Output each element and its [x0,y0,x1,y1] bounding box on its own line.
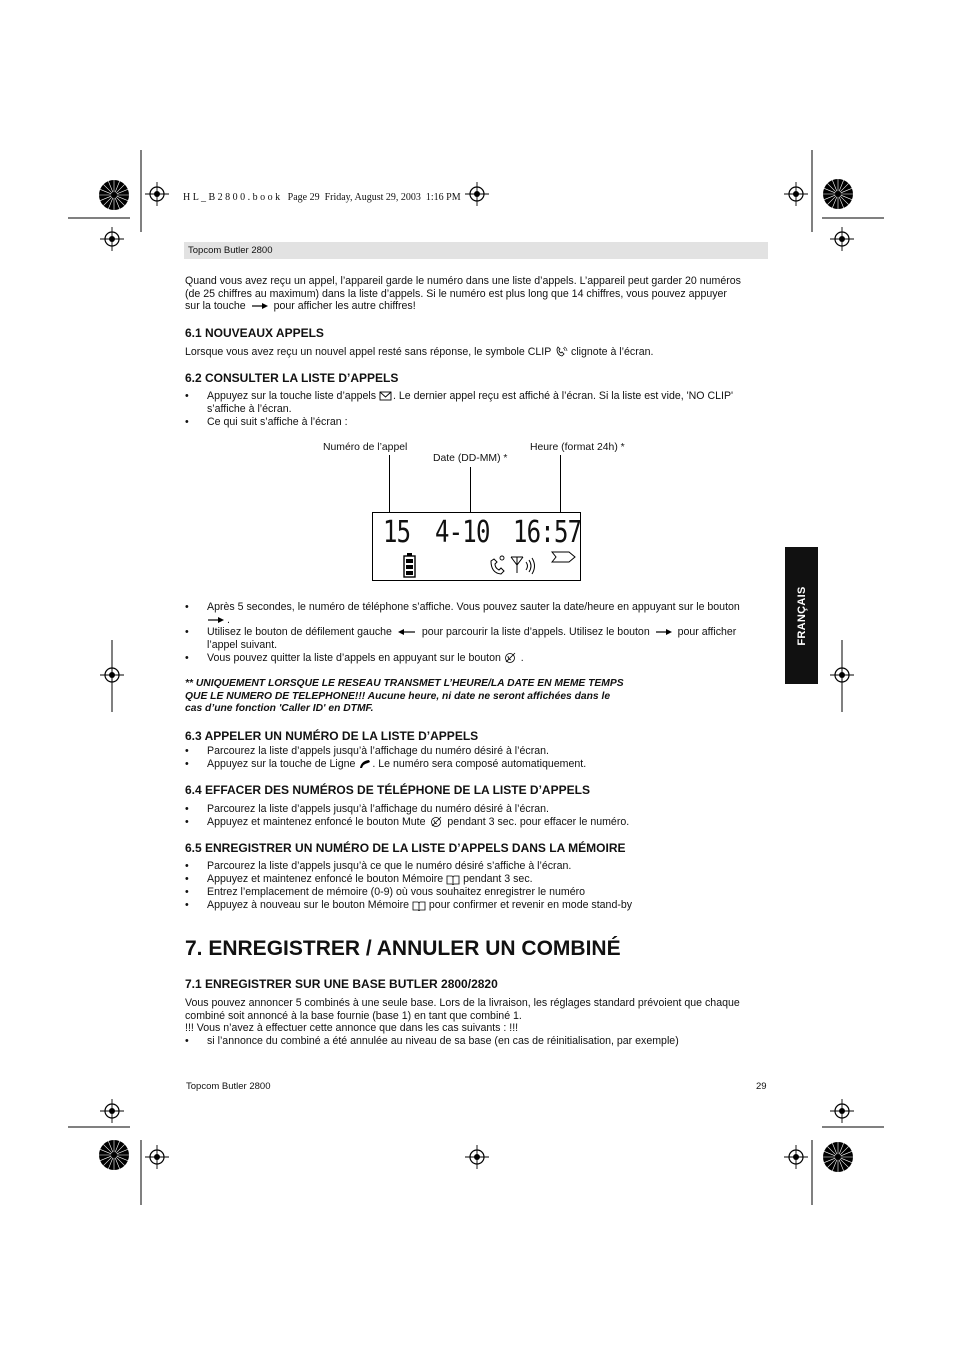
lcd-call-number: 15 [383,515,411,550]
list-item: • Utilisez le bouton de défilement gauche pour parcourir la liste d’appels. Utilisez le bouton pour afficher l’appel suivant. [185,626,737,651]
phone-handset-icon [358,758,372,770]
language-tab [785,547,818,684]
text: pendant 3 sec. [463,873,533,885]
text: Vous pouvez annoncer 5 combinés à une seule base. Lors de la livraison, les réglages standard prévoient que chaque [185,997,740,1009]
language-tab-label: FRANÇAIS [795,585,808,646]
memory-book-icon [446,874,460,885]
battery-icon [403,553,417,578]
note-line: QUE LE NUMERO DE TELEPHONE!!! Aucune heure, ni date ne seront affichées dans le [185,690,611,702]
text: Parcourez la liste d’appels jusqu’à ce que le numéro désiré s’affiche à l’écran. [207,860,572,872]
text: combiné soit annoncé à la base fournie (base 1) en tant que combiné 1. [185,1009,522,1022]
text: s’affiche à l’écran. [207,402,292,415]
text: Appuyez et maintenez enfoncé le bouton Mémoire [207,873,444,885]
lcd-date: 4-10 [435,515,490,550]
leader-line-date [470,467,471,513]
text: pendant 3 sec. pour effacer le numéro. [447,816,630,828]
note-line: ** UNIQUEMENT LORSQUE LE RESEAU TRANSMET L’HEURE/LA DATE EN MEME TEMPS [185,678,624,689]
list-item: • Entrez l’emplacement de mémoire (0-9) où vous souhaitez enregistrer le numéro [185,886,770,899]
text: Après 5 secondes, le numéro de téléphone s’affiche. Vous pouvez sauter la date/heure en appuyant sur le bouton [207,601,740,613]
lcd-display [372,512,581,581]
intro-paragraph [185,275,775,313]
section-6-5-title: 6.5 ENREGISTRER UN NUMÉRO DE LA LISTE D’APPELS DANS LA MÉMOIRE [185,841,626,855]
leader-line-number [389,455,390,513]
text: Appuyez sur la touche liste d’appels [207,390,377,402]
text: Entrez l’emplacement de mémoire (0-9) où vous souhaitez enregistrer le numéro [207,886,586,898]
text: Appuyez et maintenez enfoncé le bouton Mute [207,816,426,828]
list-item: • Parcourez la liste d’appels jusqu’à l’affichage du numéro désiré à l’écran. [185,745,770,758]
text: Appuyez à nouveau sur le bouton Mémoire [207,899,409,911]
note-line: cas d’une fonction 'Caller ID' en DTMF. [185,703,374,715]
leader-line-time [560,455,561,513]
list-item: • Appuyez sur la touche de Ligne . Le numéro sera composé automatiquement. [185,758,587,770]
text: . [520,652,524,664]
text: Appuyez sur la touche de Ligne [207,758,356,770]
mute-icon [504,652,518,664]
text: Utilisez le bouton de défilement gauche [207,626,392,638]
right-arrow-icon [207,616,227,624]
list-item: • Appuyez et maintenez enfoncé le bouton Mémoire pendant 3 sec. [185,873,533,885]
label-call-number: Numéro de l’appel [323,442,408,453]
text: . Le numéro sera composé automatiquement. [372,758,587,770]
section-6-4-title: 6.4 EFFACER DES NUMÉROS DE TÉLÉPHONE DE LA LISTE D’APPELS [185,783,590,797]
list-item: • Ce qui suit s’affiche à l’écran : [185,416,770,429]
section-6-1-text [185,346,653,359]
list-item: • Parcourez la liste d’appels jusqu’à l’affichage du numéro désiré à l’écran. [185,803,770,816]
page-number: 29 [756,1081,767,1092]
lcd-time: 16:57 [513,515,582,550]
footer-label: Topcom Butler 2800 [186,1081,271,1092]
envelope-icon [379,391,393,401]
label-time: Heure (format 24h) * [530,442,625,453]
intro-line: Quand vous avez reçu un appel, l’appareil garde le numéro dans une liste d’appels. L’appareil peut garder 20 numéros [185,275,741,287]
list-item: • Après 5 secondes, le numéro de téléphone s’affiche. Vous pouvez sauter la date/heure en appuyant sur le bouton . [185,601,740,626]
text: Lorsque vous avez reçu un nouvel appel resté sans réponse, le symbole CLIP [185,346,552,358]
message-arrow-icon [551,551,577,563]
right-arrow-icon [249,302,271,310]
list-item: • Parcourez la liste d’appels jusqu’à ce que le numéro désiré s’affiche à l’écran. [185,860,770,873]
text: Parcourez la liste d’appels jusqu’à l’affichage du numéro désiré à l’écran. [207,745,549,757]
running-header [184,242,768,259]
label-date: Date (DD-MM) * [433,453,508,464]
list-item: • Appuyez sur la touche liste d’appels . Le dernier appel reçu est affiché à l’écran. Si la liste est vide, 'NO CLIP' s’affiche à l’écran. [185,390,734,415]
intro-line: sur la touche [185,300,246,313]
text: si l’annonce du combiné a été annulée au niveau de sa base (en cas de réinitialisation, par exemple) [207,1035,679,1047]
right-arrow-icon [653,628,675,636]
text: Vous pouvez quitter la liste d’appels en appuyant sur le bouton [207,652,501,664]
clip-symbol-icon [554,346,568,358]
header-label: Topcom Butler 2800 [188,245,273,256]
chapter-7-title: 7. ENREGISTRER / ANNULER UN COMBINÉ [185,937,621,960]
text: clignote à l’écran. [571,346,654,358]
memory-book-icon [412,900,426,911]
text: !!! Vous n’avez à effectuer cette annonce que dans les cas suivants : !!! [185,1022,519,1035]
list-item: • Vous pouvez quitter la liste d’appels en appuyant sur le bouton . [185,652,524,664]
clip-antenna-icon [488,553,540,579]
text: Ce qui suit s’affiche à l’écran : [207,416,348,428]
section-7-1-text [185,997,775,1035]
section-6-1-title: 6.1 NOUVEAUX APPELS [185,326,324,340]
intro-line: pour afficher les autre chiffres! [273,300,416,313]
text: pour parcourir la liste d’appels. Utilisez le bouton [421,626,650,638]
print-header: H L _ B 2 8 0 0 . b o o k Page 29 Friday, August 29, 2003 1:16 PM [183,192,461,203]
list-item: • Appuyez et maintenez enfoncé le bouton Mute pendant 3 sec. pour effacer le numéro. [185,816,630,828]
text: l’appel suivant. [207,638,278,651]
section-6-3-title: 6.3 APPELER UN NUMÉRO DE LA LISTE D’APPELS [185,729,479,743]
text: . [227,613,230,626]
section-6-2-title: 6.2 CONSULTER LA LISTE D’APPELS [185,371,399,385]
mute-icon [428,816,444,828]
section-7-1-title: 7.1 ENREGISTRER SUR UNE BASE BUTLER 2800/2820 [185,977,498,991]
text: Parcourez la liste d’appels jusqu’à l’affichage du numéro désiré à l’écran. [207,803,549,815]
list-item: • si l’annonce du combiné a été annulée au niveau de sa base (en cas de réinitialisation, par exemple) [185,1035,770,1048]
text: . Le dernier appel reçu est affiché à l’écran. Si la liste est vide, 'NO CLIP' [392,390,734,402]
intro-line: (de 25 chiffres au maximum) dans la liste d’appels. Si le numéro est plus long que 14 chiffres, vous pouvez appuyer [185,287,727,300]
list-item: • Appuyez à nouveau sur le bouton Mémoire pour confirmer et revenir en mode stand-by [185,899,633,911]
dtmf-note [185,678,624,716]
text: pour confirmer et revenir en mode stand-by [428,899,633,911]
left-arrow-icon [395,628,419,636]
text: pour afficher [677,626,737,638]
